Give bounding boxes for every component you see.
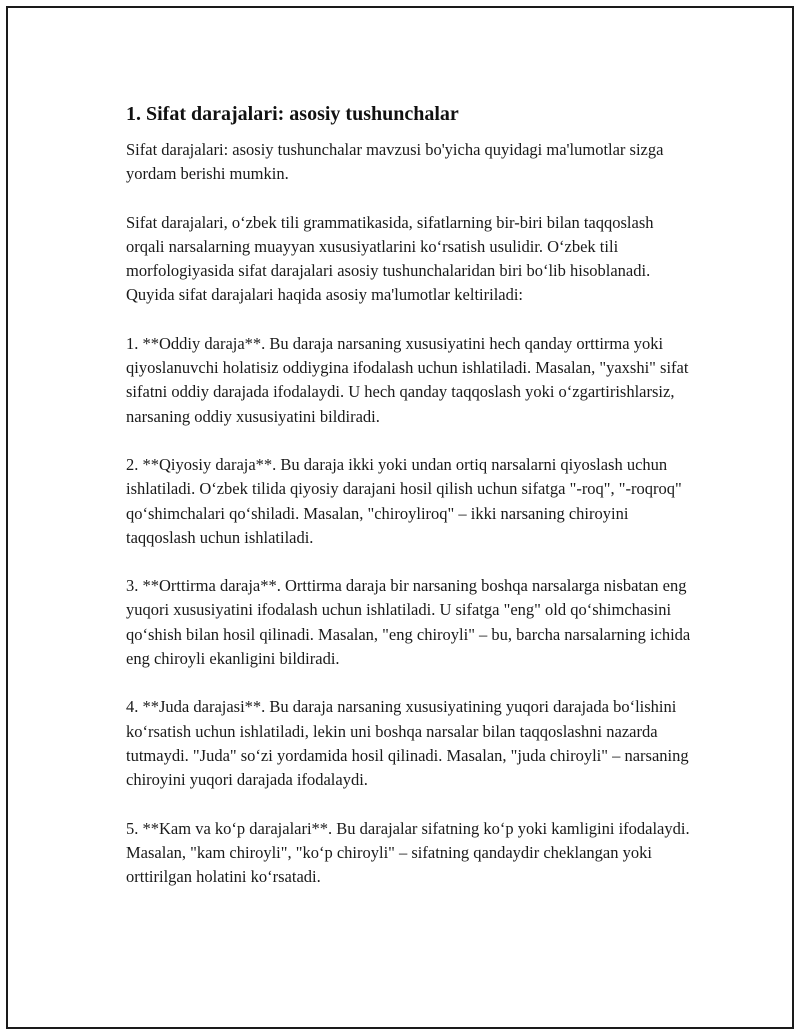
list-item-juda-darajasi: 4. **Juda darajasi**. Bu daraja narsaning xususiyatining yuqori darajada bo‘lishini ko‘rsatish uchun ishlatiladi, lekin uni boshqa narsalar bilan taqqoslashni nazarda tutmaydi. "Juda" so‘zi yordamida hosil qilinadi. Masalan, "juda chiroyli" – narsaning chiroyini yuqori darajada ifodalaydi.	[126, 697, 689, 790]
document-body	[126, 100, 696, 913]
list-item-qiyosiy-daraja: 2. **Qiyosiy daraja**. Bu daraja ikki yoki undan ortiq narsalarni qiyoslash uchun ishlatiladi. O‘zbek tilida qiyosiy darajani hosil qilish uchun sifatga "-roq", "-roqroq" qo‘shimchalari qo‘shiladi. Masalan, "chiroyliroq" – ikki narsaning chiroyini taqqoslash uchun ishlatiladi.	[126, 454, 682, 547]
page-frame	[6, 6, 794, 1029]
list-item-oddiy-daraja: 1. **Oddiy daraja**. Bu daraja narsaning xususiyatini hech qanday orttirma yoki qiyoslanuvchi holatisiz oddiygina ifodalash uchun ishlatiladi. Masalan, "yaxshi" sifat sifatni oddiy darajada ifodalaydi. U hech qanday taqqoslash yoki o‘zgartirishlarsiz, narsaning oddiy xususiyatini bildiradi.	[126, 333, 689, 426]
definition-paragraph: Sifat darajalari, o‘zbek tili grammatikasida, sifatlarning bir-biri bilan taqqoslash orqali narsalarning muayyan xususiyatlarini ko‘rsatish usulidir. O‘zbek tili morfologiyasida sifat darajalari asosiy tushunchalaridan biri bo‘lib hisoblanadi. Quyida sifat darajalari haqida asosiy ma'lumotlar keltiriladi:	[126, 212, 654, 305]
document-title: 1. Sifat darajalari: asosiy tushunchalar	[126, 103, 459, 125]
intro-paragraph: Sifat darajalari: asosiy tushunchalar mavzusi bo'yicha quyidagi ma'lumotlar sizga yordam berishi mumkin.	[126, 140, 664, 184]
list-item-orttirma-daraja: 3. **Orttirma daraja**. Orttirma daraja bir narsaning boshqa narsalarga nisbatan eng yuqori xususiyatini ifodalash uchun ishlatiladi. U sifatga "eng" old qo‘shimchasini qo‘shish bilan hosil qilinadi. Masalan, "eng chiroyli" – bu, barcha narsalarning ichida eng chiroyli ekanligini bildiradi.	[126, 576, 691, 669]
list-item-kam-va-kop: 5. **Kam va ko‘p darajalari**. Bu darajalar sifatning ko‘p yoki kamligini ifodalaydi. Masalan, "kam chiroyli", "ko‘p chiroyli" – sifatning qandaydir cheklangan yoki orttirilgan holatini ko‘rsatadi.	[126, 818, 690, 887]
